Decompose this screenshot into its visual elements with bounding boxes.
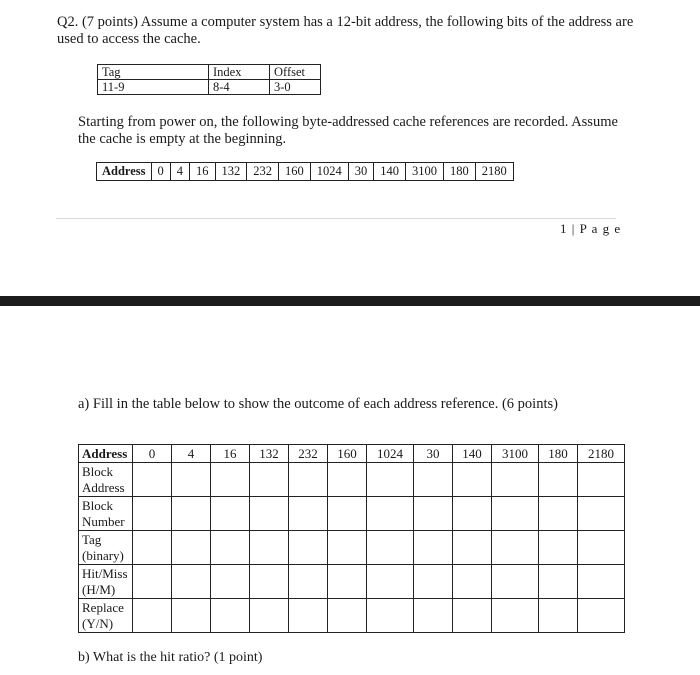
blank-answer-cell[interactable] (250, 531, 289, 565)
blank-answer-cell[interactable] (289, 531, 328, 565)
address-cell: 140 (374, 163, 406, 181)
outcome-address-cell: 3100 (492, 445, 539, 463)
tag-label: Tag (98, 65, 209, 80)
page-number: 1 | P a g e (560, 221, 622, 236)
outcome-address-cell: 2180 (578, 445, 625, 463)
blank-answer-cell[interactable] (578, 497, 625, 531)
blank-answer-cell[interactable] (211, 463, 250, 497)
blank-answer-cell[interactable] (492, 565, 539, 599)
outcome-address-cell: 4 (172, 445, 211, 463)
blank-answer-cell[interactable] (328, 497, 367, 531)
blank-answer-cell[interactable] (172, 599, 211, 633)
address-cell: 132 (215, 163, 247, 181)
outcome-address-cell: 160 (328, 445, 367, 463)
blank-answer-cell[interactable] (414, 565, 453, 599)
blank-answer-cell[interactable] (539, 463, 578, 497)
address-cell: 3100 (406, 163, 444, 181)
outcome-row (79, 497, 625, 531)
blank-answer-cell[interactable] (172, 531, 211, 565)
blank-answer-cell[interactable] (328, 599, 367, 633)
blank-answer-cell[interactable] (289, 463, 328, 497)
blank-answer-cell[interactable] (133, 531, 172, 565)
blank-answer-cell[interactable] (133, 463, 172, 497)
blank-answer-cell[interactable] (211, 599, 250, 633)
blank-answer-cell[interactable] (211, 565, 250, 599)
address-cell: 180 (444, 163, 476, 181)
blank-answer-cell[interactable] (453, 599, 492, 633)
outcome-address-cell: 180 (539, 445, 578, 463)
blank-answer-cell[interactable] (492, 463, 539, 497)
outcome-table (78, 444, 625, 633)
offset-bits: 3-0 (270, 80, 321, 95)
address-header: Address (97, 163, 152, 181)
address-cell: 232 (247, 163, 279, 181)
blank-answer-cell[interactable] (328, 531, 367, 565)
blank-answer-cell[interactable] (367, 565, 414, 599)
blank-answer-cell[interactable] (367, 497, 414, 531)
address-cell: 1024 (310, 163, 348, 181)
outcome-row (79, 463, 625, 497)
blank-answer-cell[interactable] (414, 463, 453, 497)
blank-answer-cell[interactable] (539, 565, 578, 599)
question-text: Q2. (7 points) Assume a computer system has a 12-bit address, the following bits of the address are used to access the cache. (57, 14, 634, 47)
blank-answer-cell[interactable] (453, 565, 492, 599)
blank-answer-cell[interactable] (453, 497, 492, 531)
blank-answer-cell[interactable] (539, 599, 578, 633)
blank-answer-cell[interactable] (172, 565, 211, 599)
outcome-row-label: Block Number (79, 497, 133, 531)
blank-answer-cell[interactable] (453, 463, 492, 497)
tag-bits: 11-9 (98, 80, 209, 95)
outcome-address-cell: 0 (133, 445, 172, 463)
blank-answer-cell[interactable] (250, 497, 289, 531)
outcome-address-cell: 132 (250, 445, 289, 463)
blank-answer-cell[interactable] (289, 565, 328, 599)
outcome-address-cell: 16 (211, 445, 250, 463)
intro-text: Starting from power on, the following byte-addressed cache references are recorded. Assume the cache is empty at the beginning. (78, 114, 618, 147)
address-cell: 16 (190, 163, 216, 181)
blank-answer-cell[interactable] (367, 463, 414, 497)
blank-answer-cell[interactable] (367, 531, 414, 565)
page-break-band (0, 296, 700, 306)
blank-answer-cell[interactable] (367, 599, 414, 633)
outcome-row-label: Block Address (79, 463, 133, 497)
outcome-address-cell: 30 (414, 445, 453, 463)
blank-answer-cell[interactable] (492, 497, 539, 531)
blank-answer-cell[interactable] (289, 497, 328, 531)
blank-answer-cell[interactable] (133, 497, 172, 531)
outcome-row-label: Hit/Miss (H/M) (79, 565, 133, 599)
index-label: Index (209, 65, 270, 80)
blank-answer-cell[interactable] (539, 497, 578, 531)
address-cell: 30 (348, 163, 374, 181)
blank-answer-cell[interactable] (414, 497, 453, 531)
blank-answer-cell[interactable] (172, 463, 211, 497)
blank-answer-cell[interactable] (414, 599, 453, 633)
blank-answer-cell[interactable] (289, 599, 328, 633)
blank-answer-cell[interactable] (453, 531, 492, 565)
page-divider (56, 218, 616, 219)
blank-answer-cell[interactable] (328, 463, 367, 497)
outcome-address-header: Address (79, 445, 133, 463)
blank-answer-cell[interactable] (578, 463, 625, 497)
outcome-row-label: Tag (binary) (79, 531, 133, 565)
part-a-text: a) Fill in the table below to show the outcome of each address reference. (6 points) (78, 396, 558, 412)
offset-label: Offset (270, 65, 321, 80)
blank-answer-cell[interactable] (133, 565, 172, 599)
blank-answer-cell[interactable] (328, 565, 367, 599)
address-cell: 2180 (475, 163, 513, 181)
address-cell: 4 (170, 163, 189, 181)
outcome-row-label: Replace (Y/N) (79, 599, 133, 633)
address-bits-table (97, 64, 321, 95)
reference-address-table (96, 162, 514, 181)
address-cell: 160 (279, 163, 311, 181)
blank-answer-cell[interactable] (250, 565, 289, 599)
address-cell: 0 (151, 163, 170, 181)
outcome-row (79, 531, 625, 565)
blank-answer-cell[interactable] (211, 497, 250, 531)
outcome-address-cell: 140 (453, 445, 492, 463)
part-b-text: b) What is the hit ratio? (1 point) (78, 650, 263, 665)
blank-answer-cell[interactable] (578, 531, 625, 565)
blank-answer-cell[interactable] (578, 599, 625, 633)
blank-answer-cell[interactable] (172, 497, 211, 531)
outcome-address-cell: 232 (289, 445, 328, 463)
index-bits: 8-4 (209, 80, 270, 95)
outcome-address-cell: 1024 (367, 445, 414, 463)
blank-answer-cell[interactable] (414, 531, 453, 565)
blank-answer-cell[interactable] (133, 599, 172, 633)
blank-answer-cell[interactable] (492, 531, 539, 565)
outcome-row (79, 565, 625, 599)
blank-answer-cell[interactable] (492, 599, 539, 633)
blank-answer-cell[interactable] (250, 463, 289, 497)
blank-answer-cell[interactable] (250, 599, 289, 633)
blank-answer-cell[interactable] (539, 531, 578, 565)
blank-answer-cell[interactable] (578, 565, 625, 599)
blank-answer-cell[interactable] (211, 531, 250, 565)
outcome-row (79, 599, 625, 633)
